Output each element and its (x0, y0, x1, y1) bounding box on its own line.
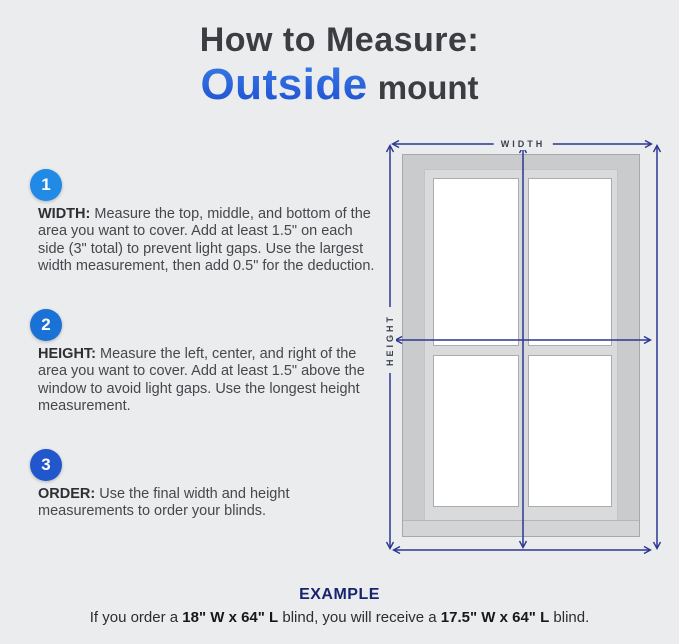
step-2-body: Measure the left, center, and right of the area you want to cover. Add at least 1.5" above the window to avoid light gaps. Use the longest height measurement. (38, 346, 365, 414)
step-2-label: HEIGHT: (38, 346, 96, 362)
step-1-number-badge: 1 (30, 169, 62, 201)
step-2-text (38, 346, 382, 415)
step-1-text (38, 206, 382, 275)
step-3-number-badge: 3 (30, 449, 62, 481)
example-section (0, 586, 679, 626)
step-2-number-badge: 2 (30, 309, 62, 341)
title-suffix-mount: mount (377, 69, 479, 107)
example-received-size: 17.5" W x 64" L (440, 609, 550, 626)
title-line1: How to Measure: (199, 21, 480, 59)
title-line2 (0, 62, 679, 108)
page-title (0, 22, 679, 109)
title-highlight-outside: Outside (200, 60, 368, 110)
step-1-body: Measure the top, middle, and bottom of the area you want to cover. Add at least 1.5" on each side (3" total) to prevent light gaps. Use the largest width measurement, then add 0.5" for the deduction. (38, 206, 375, 274)
height-dimension-label: HEIGHT (384, 307, 396, 373)
example-part: blind, you will receive a (278, 609, 441, 626)
example-ordered-size: 18" W x 64" L (182, 609, 279, 626)
example-heading: EXAMPLE (299, 586, 380, 603)
window-measurement-diagram (376, 132, 668, 564)
example-part: If you order a (89, 609, 183, 626)
measurement-arrows (376, 132, 668, 564)
example-sentence (0, 609, 679, 626)
step-3-body: Use the final width and height measurements to order your blinds. (38, 486, 290, 520)
step-3-text (38, 486, 382, 521)
step-3-label: ORDER: (38, 486, 96, 502)
width-dimension-label: WIDTH (494, 138, 553, 150)
step-1-label: WIDTH: (38, 206, 91, 222)
example-part: blind. (549, 609, 590, 626)
